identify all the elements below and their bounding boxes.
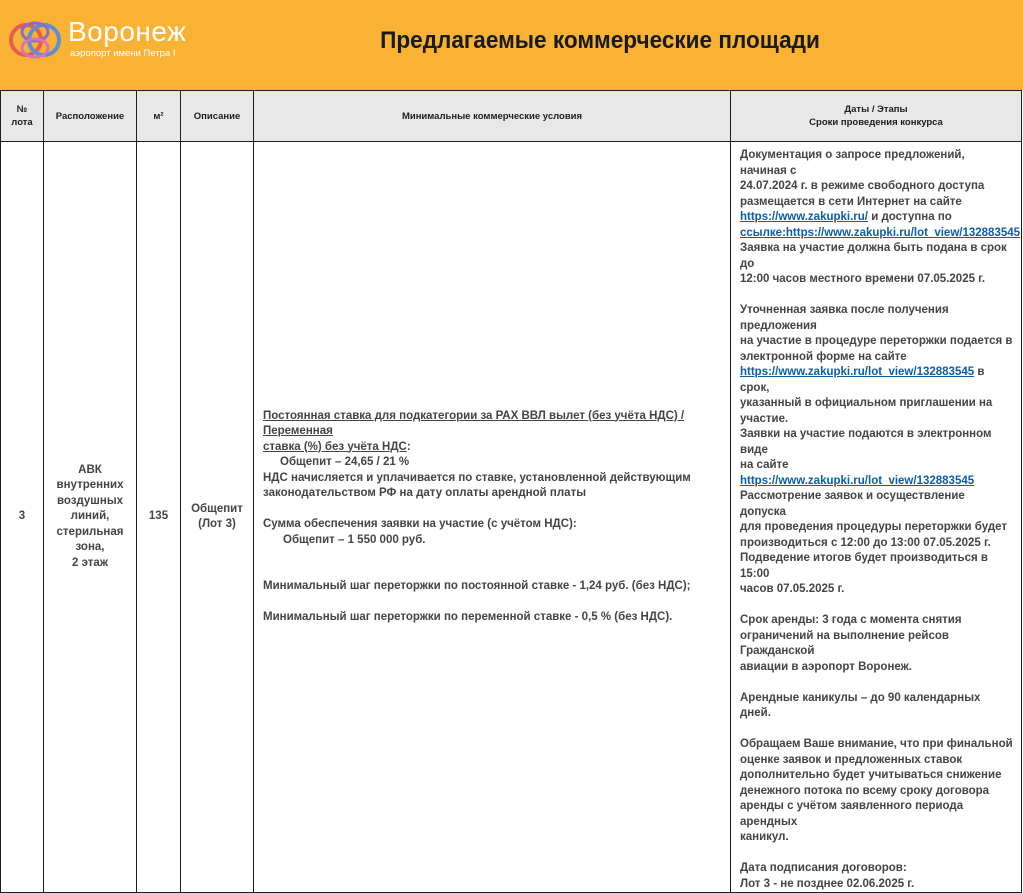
cell-area: 135 [137, 142, 181, 893]
cell-location: АВК внутренних воздушных линий, стерильная зона, 2 этаж [44, 142, 137, 893]
cell-lot-number: 3 [1, 142, 44, 893]
step-fixed: Минимальный шаг переторжки по постоянной ставке - 1,24 руб. (без НДС); [263, 580, 691, 592]
logo-subtitle: аэропорт имени Петра I [70, 48, 176, 59]
table-row [1, 142, 1022, 893]
cell-conditions: Постоянная ставка для подкатегории за РАХ ВВЛ вылет (без учёта НДС) / Переменная ставка (%) без учёта НДС: Общепит – 24,65 / 21 % НДС начисляется и уплачивается по ставке, установленной действующим законодательством РФ на дату оплаты арендной платы Сумма обеспечения заявки на участие (с учётом НДС): Общепит – 1 550 000 руб. Минимальный шаг переторжки по постоянной ставке - 1,24 руб. (без НДС); Минимальный шаг переторжки по переменной ставке - 0,5 % (без НДС). [254, 142, 731, 893]
header-description: Описание [181, 91, 254, 142]
commercial-areas-table [0, 90, 1022, 893]
deposit-title: Сумма обеспечения заявки на участие (с учётом НДС): [263, 518, 577, 530]
airport-logo-icon [6, 18, 66, 62]
rate-value: Общепит – 24,65 / 21 % [280, 456, 410, 468]
step-variable: Минимальный шаг переторжки по переменной ставке - 0,5 % (без НДС). [263, 611, 673, 623]
lot-view-link-1[interactable]: ссылке:https://www.zakupki.ru/lot_view/132883545 [740, 226, 1021, 239]
logo-title: Воронеж [68, 16, 187, 47]
zakupki-site-link[interactable]: https://www.zakupki.ru/ [740, 211, 868, 223]
cell-description: Общепит (Лот 3) [181, 142, 254, 893]
lot-view-link-2[interactable]: https://www.zakupki.ru/lot_view/132883545 [740, 366, 975, 378]
rate-title: Постоянная ставка для подкатегории за РАХ ВВЛ вылет (без учёта НДС) / Переменная [263, 409, 685, 437]
header-lot-number: № лота [1, 91, 44, 142]
cell-dates: Документация о запросе предложений, начиная с 24.07.2024 г. в режиме свободного доступа размещается в сети Интернет на сайте https://www.zakupki.ru/ и доступна по ссылке:https://www.zakupki.ru/lot_view/132883545 Заявка на участие должна быть подана в срок до 12:00 часов местного времени 07.05.2025 г. Уточненная заявка после получения предложения на участие в процедуре переторжки подается в электронной форме на сайте https://www.zakupki.ru/lot_view/132883545 в срок, указанный в официальном приглашении на участие. Заявки на участие подаются в электронном виде на сайте https://www.zakupki.ru/lot_view/132883545 Рассмотрение заявок и осуществление допуска для проведения процедуры переторжки будет производиться с 12:00 до 13:00 07.05.2025 г. Подведение итогов будет производиться в 15:00 часов 07.05.2025 г. Срок аренды: 3 года с момента снятия ограничений на выполнение рейсов Гражданской авиации в аэропорт Воронеж. Арендные каникулы – до 90 календарных дней. Обращаем Ваше внимание, что при финальной оценке заявок и предложенных ставок дополнительно будет учитываться снижение денежного потока по всему сроку договора аренды с учётом заявленного периода арендных каникул. Дата подписания договоров: Лот 3 - не позднее 02.06.2025 г. [731, 142, 1022, 893]
page-title: Предлагаемые коммерческие площади [380, 27, 820, 54]
header-banner [0, 0, 1023, 90]
table-header-row [1, 91, 1022, 142]
lot-view-link-3[interactable]: https://www.zakupki.ru/lot_view/132883545 [740, 474, 975, 487]
deposit-value: Общепит – 1 550 000 руб. [283, 533, 426, 546]
header-dates: Даты / Этапы Сроки проведения конкурса [731, 91, 1022, 142]
header-location: Расположение [44, 91, 137, 142]
header-area: м² [137, 91, 181, 142]
header-conditions: Минимальные коммерческие условия [254, 91, 731, 142]
